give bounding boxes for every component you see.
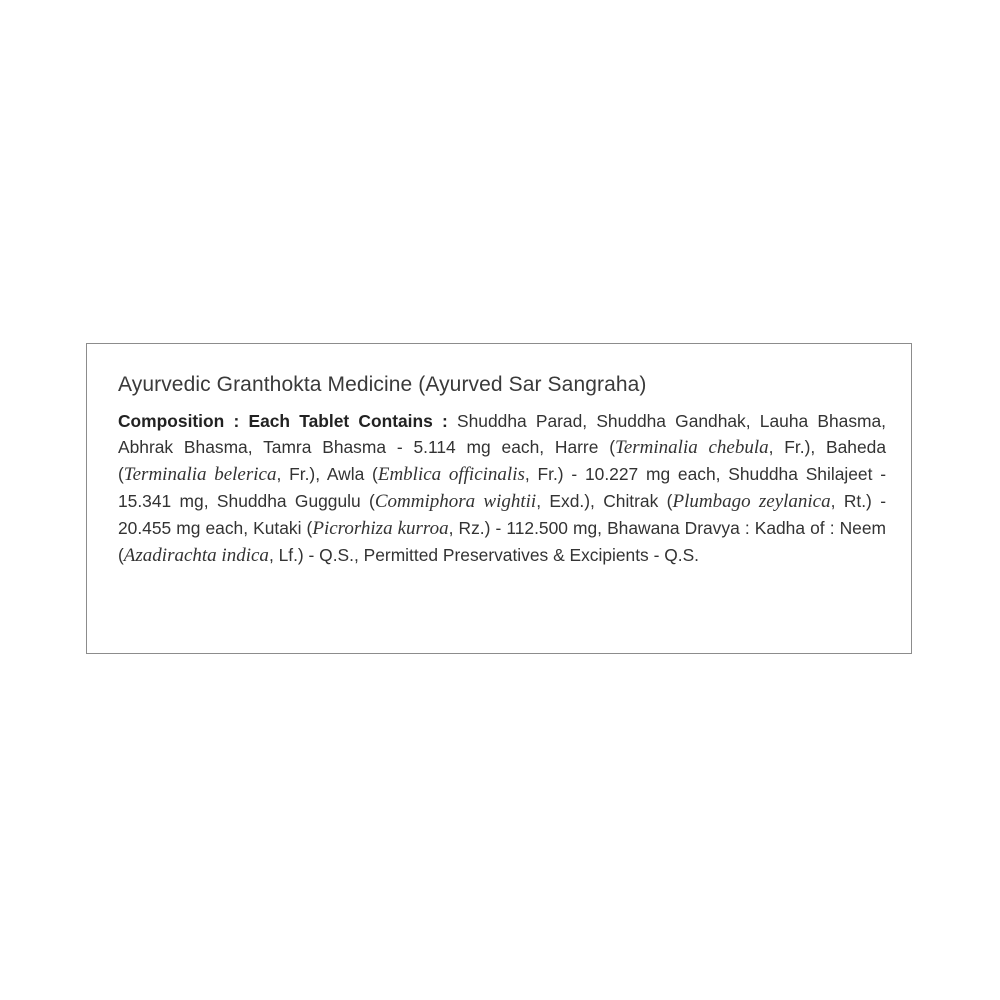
botanical-name: Terminalia chebula (615, 437, 769, 459)
ingredient-text: , Rz.) - 112.500 mg, Bhawana Dravya : Kadha of : Neem ( (118, 518, 886, 566)
botanical-name: Plumbago zeylanica (672, 491, 831, 513)
composition-label-box (86, 343, 912, 654)
ingredient-text: Shuddha Parad, Shuddha Gandhak, Lauha Bhasma, Abhrak Bhasma, Tamra Bhasma - 5.114 mg each, Harre ( (118, 411, 887, 458)
medicine-heading: Ayurvedic Granthokta Medicine (Ayurved Sar Sangraha) (118, 373, 647, 396)
ingredient-text: , Rt.) - 20.455 mg each, Kutaki ( (118, 491, 887, 539)
botanical-name: Picrorhiza kurroa (312, 518, 449, 540)
composition-text (118, 408, 886, 570)
botanical-name: Azadirachta indica (123, 545, 269, 567)
ingredient-text: , Fr.), Awla ( (276, 464, 378, 485)
composition-label: Composition : Each Tablet Contains : (118, 411, 448, 431)
botanical-name: Terminalia belerica (123, 464, 277, 486)
ingredient-text: , Fr.), Baheda ( (118, 437, 886, 485)
ingredient-text: , Exd.), Chitrak ( (536, 491, 673, 512)
ingredient-text: , Lf.) - Q.S., Permitted Preservatives & Excipients - Q.S. (268, 545, 699, 566)
botanical-name: Commiphora wightii (374, 491, 537, 513)
botanical-name: Emblica officinalis (377, 464, 525, 486)
ingredient-text: , Fr.) - 10.227 mg each, Shuddha Shilajeet - 15.341 mg, Shuddha Guggulu ( (118, 464, 886, 512)
